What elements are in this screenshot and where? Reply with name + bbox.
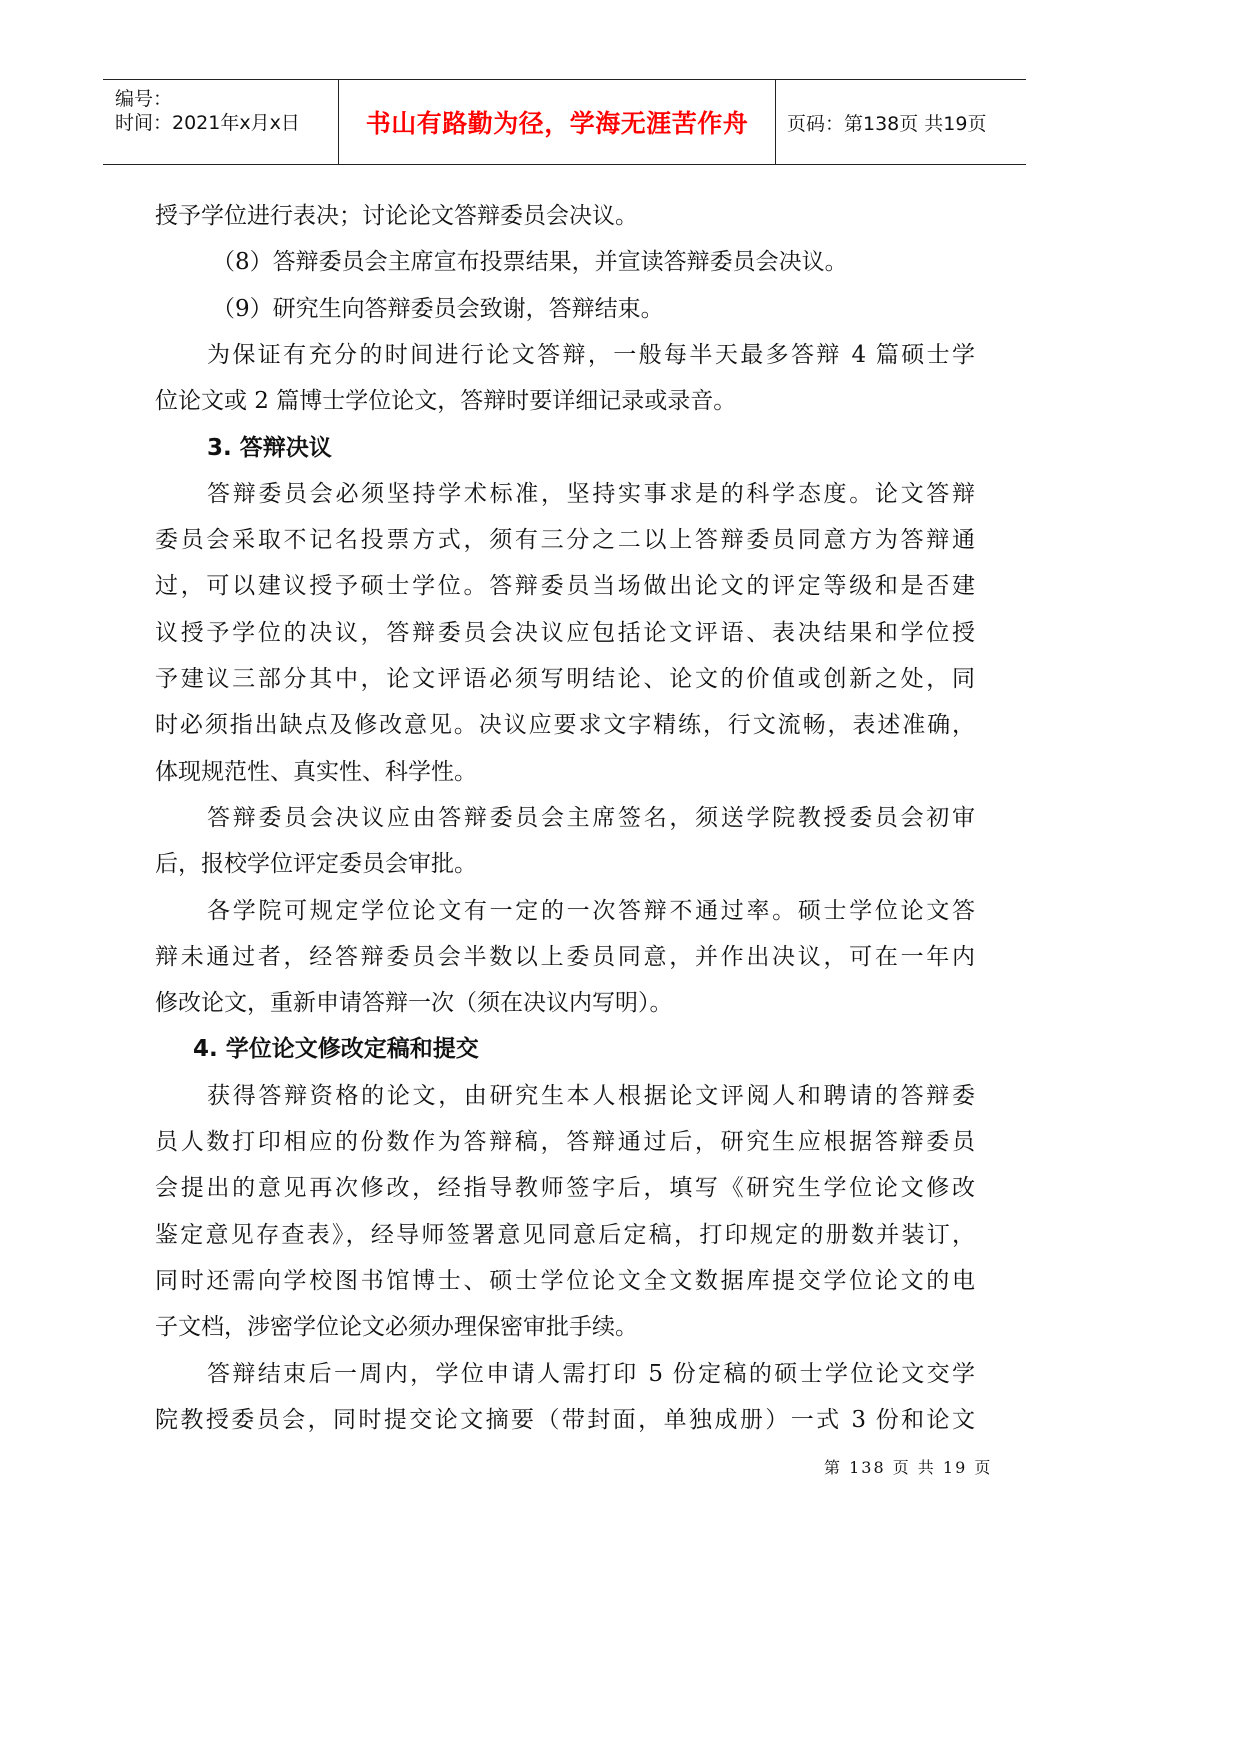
text-line: 为保证有充分的时间进行论文答辩，一般每半天最多答辩 4 篇硕士学 bbox=[207, 341, 975, 368]
text-line: 辩未通过者，经答辩委员会半数以上委员同意，并作出决议，可在一年内 bbox=[155, 943, 975, 970]
section-heading: 4. 学位论文修改定稿和提交 bbox=[193, 1036, 479, 1063]
header-motto: 书山有路勤为径，学海无涯苦作舟 bbox=[365, 109, 749, 138]
header-page-number: 页码：第138页 共19页 bbox=[787, 112, 987, 135]
page-footer: 第 138 页 共 19 页 bbox=[824, 1458, 993, 1477]
text-line: （9）研究生向答辩委员会致谢，答辩结束。 bbox=[212, 295, 664, 322]
document-date-label: 时间：2021年x月x日 bbox=[115, 112, 300, 134]
header-page-cell bbox=[775, 80, 1025, 164]
text-line: 后，报校学位评定委员会审批。 bbox=[155, 851, 477, 878]
page-header bbox=[103, 79, 1026, 165]
text-line: 议授予学位的决议，答辩委员会决议应包括论文评语、表决结果和学位授 bbox=[155, 619, 975, 646]
document-number-label: 编号： bbox=[115, 88, 173, 110]
text-line: 答辩结束后一周内，学位申请人需打印 5 份定稿的硕士学位论文交学 bbox=[207, 1360, 975, 1387]
text-line: 院教授委员会，同时提交论文摘要（带封面，单独成册）一式 3 份和论文 bbox=[155, 1406, 975, 1433]
text-line: 同时还需向学校图书馆博士、硕士学位论文全文数据库提交学位论文的电 bbox=[155, 1267, 975, 1294]
header-motto-cell bbox=[338, 80, 776, 164]
text-line: 过，可以建议授予硕士学位。答辩委员当场做出论文的评定等级和是否建 bbox=[155, 573, 975, 600]
text-line: 授予学位进行表决；讨论论文答辩委员会决议。 bbox=[155, 203, 638, 229]
text-line: 鉴定意见存查表》，经导师签署意见同意后定稿，打印规定的册数并装订， bbox=[155, 1221, 975, 1248]
text-line: 时必须指出缺点及修改意见。决议应要求文字精练，行文流畅，表述准确， bbox=[155, 712, 975, 739]
text-line: 子文档，涉密学位论文必须办理保密审批手续。 bbox=[155, 1314, 638, 1341]
text-line: 体现规范性、真实性、科学性。 bbox=[155, 758, 477, 785]
text-line: 获得答辩资格的论文，由研究生本人根据论文评阅人和聘请的答辩委 bbox=[207, 1082, 975, 1109]
text-line: 予建议三部分其中，论文评语必须写明结论、论文的价值或创新之处，同 bbox=[155, 666, 975, 692]
text-line: 位论文或 2 篇博士学位论文，答辩时要详细记录或录音。 bbox=[155, 388, 737, 415]
text-line: 会提出的意见再次修改，经指导教师签字后，填写《研究生学位论文修改 bbox=[155, 1175, 975, 1202]
text-line: 各学院可规定学位论文有一定的一次答辩不通过率。硕士学位论文答 bbox=[207, 897, 975, 924]
text-line: 修改论文，重新申请答辩一次（须在决议内写明）。 bbox=[155, 990, 673, 1017]
text-line: 员人数打印相应的份数作为答辩稿，答辩通过后，研究生应根据答辩委员 bbox=[155, 1129, 975, 1155]
section-heading: 3. 答辩决议 bbox=[207, 434, 332, 461]
header-meta bbox=[103, 80, 338, 164]
text-line: 答辩委员会决议应由答辩委员会主席签名，须送学院教授委员会初审 bbox=[207, 804, 975, 831]
text-line: 答辩委员会必须坚持学术标准，坚持实事求是的科学态度。论文答辩 bbox=[207, 480, 975, 507]
text-line: （8）答辩委员会主席宣布投票结果，并宣读答辩委员会决议。 bbox=[212, 249, 848, 276]
text-line: 委员会采取不记名投票方式，须有三分之二以上答辩委员同意方为答辩通 bbox=[155, 527, 975, 554]
